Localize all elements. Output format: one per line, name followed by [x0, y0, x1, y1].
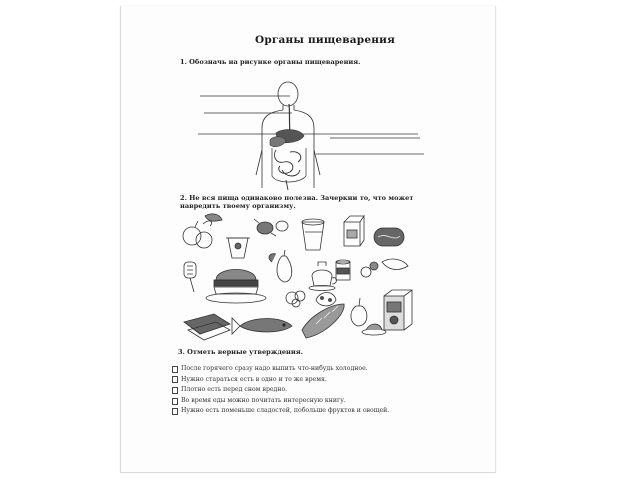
- cereal-box-picture: [384, 290, 412, 330]
- statement-checkbox[interactable]: [172, 376, 178, 383]
- statement-text: После горячего сразу надо выпить что-нибудь холодное.: [181, 365, 368, 372]
- statement-text: Нужно есть поменьше сладостей, побольше фруктов и овощей.: [181, 407, 390, 415]
- chocolate-picture: [184, 314, 230, 340]
- fish-picture: [232, 318, 292, 334]
- statement-item[interactable]: [172, 385, 452, 396]
- statement-text: Плотно есть перед сном вредно.: [181, 386, 288, 394]
- dessert-cup-picture: [226, 238, 250, 258]
- statement-text: Нужно стараться есть в одно и то же время.: [181, 375, 327, 383]
- statement-item[interactable]: [172, 375, 452, 386]
- statement-checkbox[interactable]: [172, 366, 178, 373]
- statement-checkbox[interactable]: [172, 398, 178, 405]
- fruits-picture: [361, 259, 408, 277]
- statement-item[interactable]: [172, 406, 452, 417]
- bread-picture: [302, 304, 344, 338]
- plate-picture: [362, 324, 386, 335]
- head-outline: [278, 82, 298, 106]
- intestines-shape: [274, 150, 300, 176]
- digestive-system-diagram: [198, 82, 424, 190]
- cheese-picture: [316, 293, 336, 307]
- statement-checkbox[interactable]: [172, 408, 178, 415]
- carrot-picture: [205, 214, 222, 221]
- food-pictures: [183, 214, 412, 340]
- task-2-heading: 2. Не вся пища одинаково полезна. Зачеркни то, что может навредить твоему организму.: [180, 194, 414, 210]
- garlic-picture: [286, 291, 305, 307]
- task-1-heading: 1. Обозначь на рисунке органы пищеварения.: [180, 58, 361, 66]
- statement-item[interactable]: [172, 396, 452, 407]
- apples-picture: [183, 221, 212, 248]
- pear-picture: [269, 250, 292, 282]
- yogurt-picture: [302, 219, 324, 250]
- statement-checkbox[interactable]: [172, 387, 178, 394]
- task-3-heading: 3. Отметь верные утверждения.: [178, 348, 303, 356]
- onion-picture: [351, 298, 367, 326]
- statement-item[interactable]: [172, 364, 452, 375]
- hamburger-picture: [206, 270, 266, 304]
- statements-list: [172, 364, 452, 417]
- candies-picture: [254, 219, 288, 236]
- page-title: Органы пищеварения: [255, 34, 396, 46]
- tea-set-picture: [309, 262, 337, 291]
- canned-food-picture: [336, 260, 350, 280]
- statement-text: Во время еды можно почитать интересную книгу.: [181, 396, 346, 404]
- ice-cream-picture: [184, 262, 196, 292]
- sausage-picture: [374, 228, 404, 246]
- juice-box-picture: [344, 216, 364, 246]
